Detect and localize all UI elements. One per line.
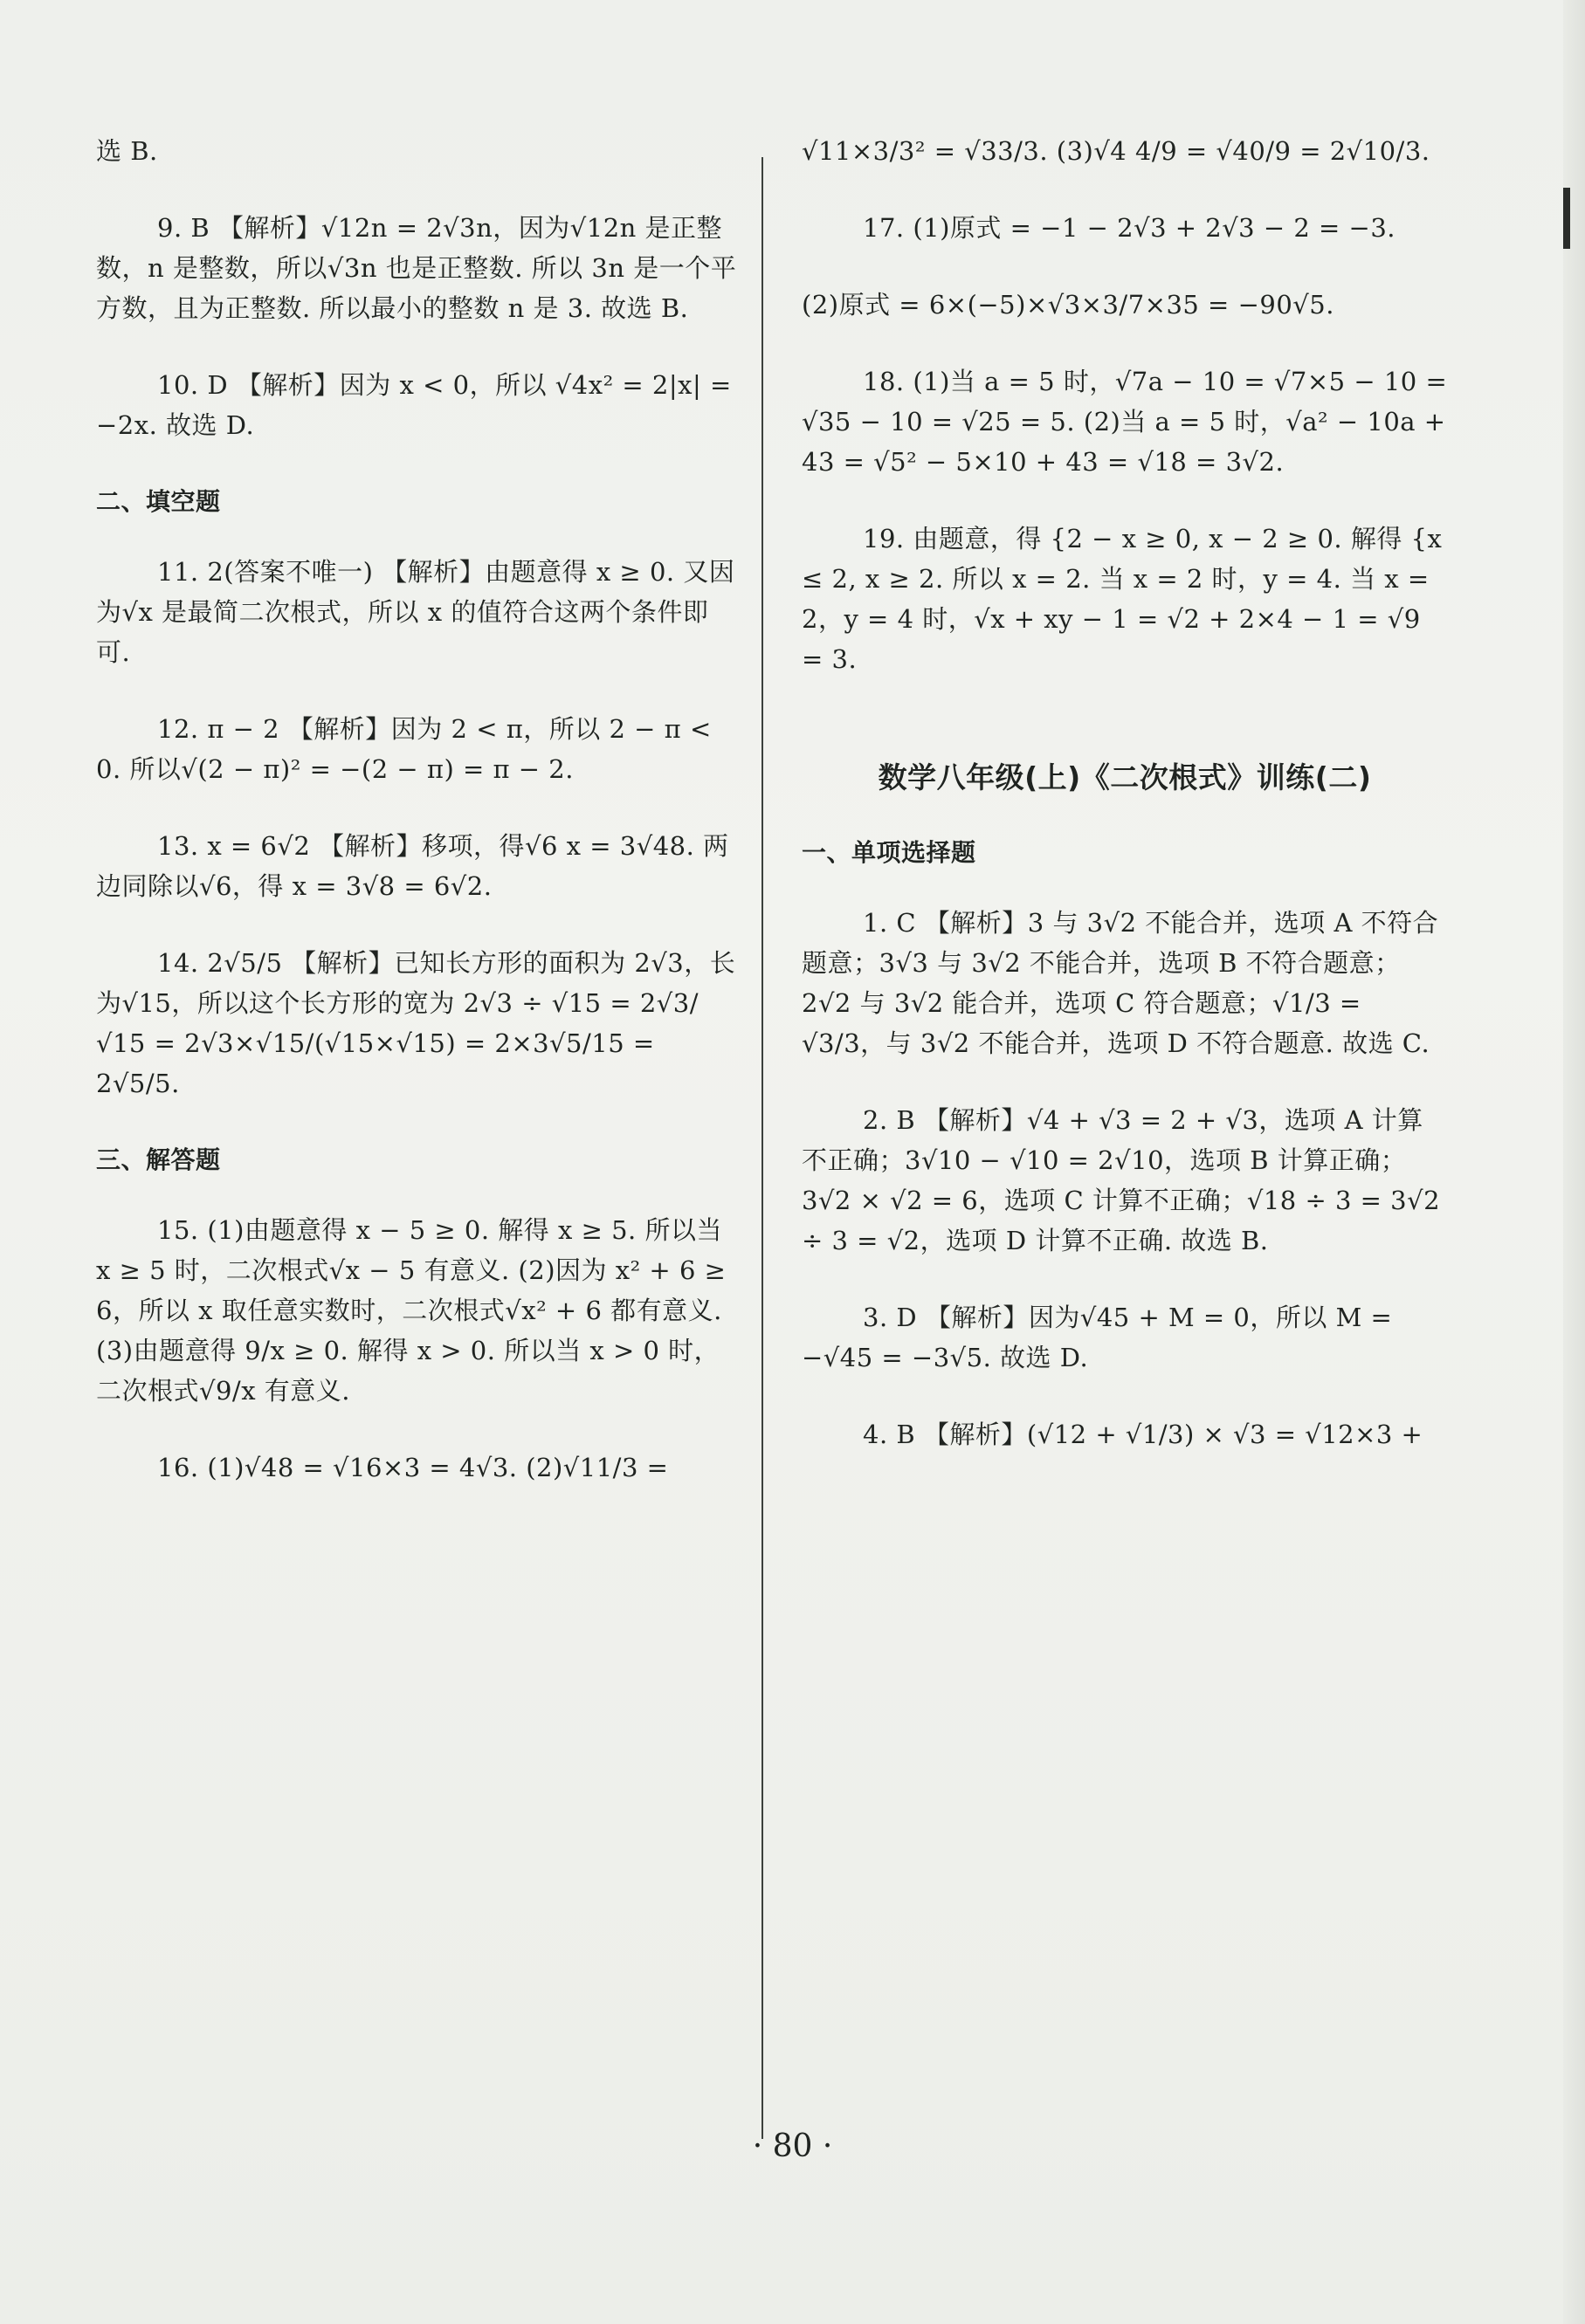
answer-paragraph: 9. B 【解析】√12n = 2√3n，因为√12n 是正整数，n 是整数，所以√3n 也是正整数. 所以 3n 是一个平方数，且为正整数. 所以最小的整数 n 是 3. 故选 B. [96,213,737,323]
answer-paragraph: 选 B. [96,136,158,166]
answer-paragraph: (2)原式 = 6×(−5)×√3×3/7×35 = −90√5. [802,290,1334,320]
answer-paragraph: 4. B 【解析】(√12 + √1/3) × √3 = √12×3 + [863,1420,1423,1449]
answer-paragraph: 12. π − 2 【解析】因为 2 < π，所以 2 − π < 0. 所以√(2 − π)² = −(2 − π) = π − 2. [96,714,712,784]
answer-paragraph: 3. D 【解析】因为√45 + M = 0，所以 M = −√45 = −3√5. 故选 D. [802,1303,1393,1372]
answer-paragraph: 19. 由题意，得 {2 − x ≥ 0, x − 2 ≥ 0. 解得 {x ≤ 2, x ≥ 2. 所以 x = 2. 当 x = 2 时，y = 4. 当 x = 2，y = 4 时，√x + xy − 1 = √2 + 2×4 − 1 = √9 = 3. [802,524,1443,674]
right-column [802,131,1448,1491]
binding-mark [1563,188,1570,249]
answer-paragraph: 18. (1)当 a = 5 时，√7a − 10 = √7×5 − 10 = √35 − 10 = √25 = 5. (2)当 a = 5 时，√a² − 10a + 43 = √5² − 5×10 + 43 = √18 = 3√2. [802,367,1448,477]
answer-paragraph: 13. x = 6√2 【解析】移项，得√6 x = 3√48. 两边同除以√6，得 x = 3√8 = 6√2. [96,831,729,901]
section-heading: 三、解答题 [96,1145,221,1174]
section-heading: 一、单项选择题 [802,838,976,867]
answer-paragraph: 1. C 【解析】3 与 3√2 不能合并，选项 A 不符合题意；3√3 与 3√2 不能合并，选项 B 不符合题意；2√2 与 3√2 能合并，选项 C 符合题意；√1/3 = √3/3，与 3√2 不能合并，选项 D 不符合题意. 故选 C. [802,908,1439,1058]
answer-paragraph: 10. D 【解析】因为 x < 0，所以 √4x² = 2|x| = −2x. 故选 D. [96,370,732,440]
answer-paragraph: 14. 2√5/5 【解析】已知长方形的面积为 2√3，长为√15，所以这个长方形的宽为 2√3 ÷ √15 = 2√3/√15 = 2√3×√15/(√15×√15) = 2×3√5/15 = 2√5/5. [96,948,736,1098]
column-divider [761,157,763,2139]
answer-paragraph: 2. B 【解析】√4 + √3 = 2 + √3，选项 A 计算不正确；3√10 − √10 = 2√10，选项 B 计算正确；3√2 × √2 = 6，选项 C 计算不正确；√18 ÷ 3 = 3√2 ÷ 3 = √2，选项 D 计算不正确. 故选 B. [802,1105,1441,1255]
answer-paragraph: 16. (1)√48 = √16×3 = 4√3. (2)√11/3 = [157,1453,669,1482]
section-heading: 二、填空题 [96,487,221,516]
page-number: · 80 · [752,2128,833,2164]
answer-paragraph: √11×3/3² = √33/3. (3)√4 4/9 = √40/9 = 2√10/3. [802,136,1430,166]
page-edge-shadow [1563,0,1585,2324]
left-column [96,131,742,1524]
exercise-title: 数学八年级(上)《二次根式》训练(二) [878,760,1372,794]
answer-paragraph: 11. 2(答案不唯一) 【解析】由题意得 x ≥ 0. 又因为√x 是最简二次根式，所以 x 的值符合这两个条件即可. [96,557,735,667]
answer-paragraph: 17. (1)原式 = −1 − 2√3 + 2√3 − 2 = −3. [863,213,1396,243]
answer-paragraph: 15. (1)由题意得 x − 5 ≥ 0. 解得 x ≥ 5. 所以当 x ≥ 5 时，二次根式√x − 5 有意义. (2)因为 x² + 6 ≥ 6，所以 x 取任意实数时，二次根式√x² + 6 都有意义. (3)由题意得 9/x ≥ 0. 解得 x > 0. 所以当 x > 0 时，二次根式√9/x 有意义. [96,1215,727,1406]
